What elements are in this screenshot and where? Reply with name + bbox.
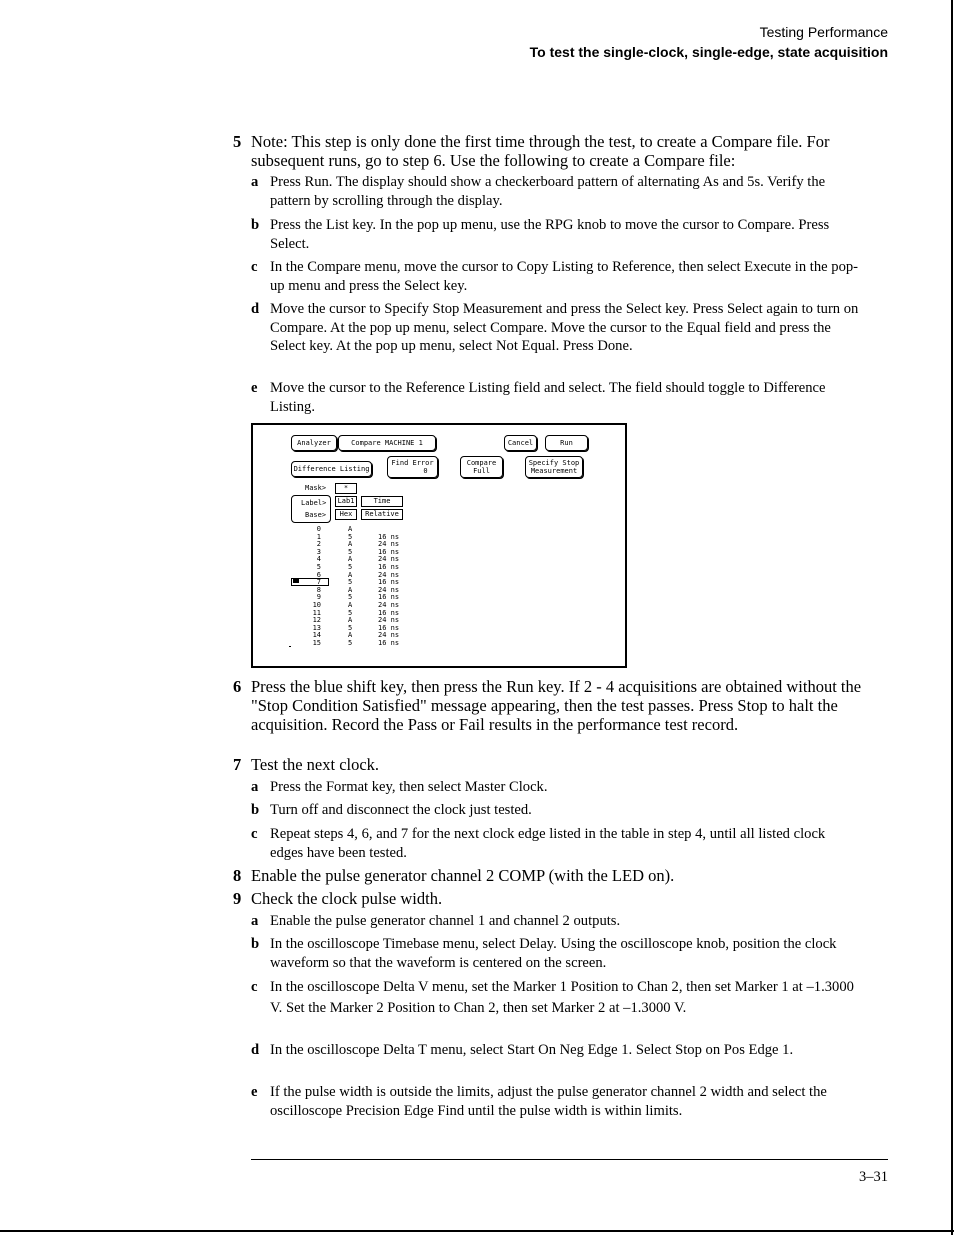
find-error-button[interactable]	[387, 456, 438, 478]
substep-letter: c	[251, 979, 258, 995]
step-text: Check the clock pulse width.	[251, 889, 443, 908]
step-text: Note: This step is only done the first time through the test, to create a Compare file. For subsequent runs, go to step 6. Use the following to create a Compare file:	[251, 132, 830, 170]
find-error-label: Find Error	[391, 459, 434, 467]
compare-full-label-2: Full	[473, 467, 490, 475]
mask-label: Mask>	[305, 484, 327, 492]
substep-letter: c	[251, 259, 258, 275]
page-edge-right	[951, 0, 953, 1235]
substep-letter: e	[251, 1084, 258, 1100]
base-label: Base>	[305, 511, 327, 519]
substep-letter: a	[251, 913, 259, 929]
substep-text: Press the Format key, then select Master Clock.	[270, 779, 548, 795]
substep-letter: b	[251, 802, 260, 818]
page-number: 3–31	[859, 1169, 888, 1185]
substep-letter: b	[251, 217, 260, 233]
substep-letter: b	[251, 936, 260, 952]
mask-field[interactable]: *	[335, 483, 357, 494]
substep-text: Move the cursor to Specify Stop Measurement and press the Select key. Press Select again to turn on Compare. At the pop up menu, select Compare. Move the cursor to the Equal field and press the Select key. At the pop up menu, select Not Equal. Press Done.	[270, 301, 859, 354]
substep-letter: a	[251, 779, 259, 795]
substep-text: Press the List key. In the pop up menu, use the RPG knob to move the cursor to Compare. Press Select.	[270, 217, 830, 252]
footer-rule	[251, 1159, 888, 1160]
screen-dot	[289, 646, 291, 647]
substep-text: Enable the pulse generator channel 1 and channel 2 outputs.	[270, 913, 621, 929]
lab1-value-column: A 5 A 5 A 5 A 5 A 5 A 5 A 5 A 5	[348, 525, 353, 647]
specify-stop-label-2: Measurement	[530, 467, 578, 475]
substep-text: Turn off and disconnect the clock just tested.	[270, 802, 532, 818]
step-number: 8	[233, 866, 242, 885]
difference-listing-button[interactable]: Difference Listing	[291, 461, 372, 477]
substep-letter: a	[251, 174, 259, 190]
analyzer-button[interactable]: Analyzer	[291, 435, 337, 451]
compare-machine-button[interactable]: Compare MACHINE 1	[338, 435, 436, 451]
substep-letter: d	[251, 301, 260, 317]
substep-text: If the pulse width is outside the limits, adjust the pulse generator channel 2 width and select the oscilloscope Precision Edge Find until the pulse width is within limits.	[270, 1084, 827, 1119]
step-number: 9	[233, 889, 242, 908]
find-error-count: 0	[423, 467, 428, 475]
page-edge-bottom	[0, 1230, 954, 1232]
substep-text: In the Compare menu, move the cursor to Copy Listing to Reference, then select Execute in the pop-up menu and press the Select key.	[270, 259, 859, 294]
running-header-subsection: To test the single-clock, single-edge, state acquisition	[529, 44, 888, 60]
compare-full-button[interactable]	[460, 456, 503, 478]
cursor-marker-icon	[293, 579, 299, 583]
lab1-field[interactable]: Lab1	[335, 496, 357, 507]
state-number-column: 0 1 2 3 4 5 6 7 8 9 10 11 12 13 14 15	[312, 525, 321, 647]
substep-letter: c	[251, 826, 258, 842]
step-number: 6	[233, 677, 242, 696]
hex-field[interactable]: Hex	[335, 509, 357, 520]
substep-text: Move the cursor to the Reference Listing field and select. The field should toggle to Difference Listing.	[270, 380, 826, 415]
substep-text: Repeat steps 4, 6, and 7 for the next clock edge listed in the table in step 4, until all listed clock edges have been tested.	[270, 826, 826, 861]
step-text: Enable the pulse generator channel 2 COMP (with the LED on).	[251, 866, 675, 885]
substep-letter: e	[251, 380, 258, 396]
specify-stop-measurement-button[interactable]	[525, 456, 583, 478]
substep-letter: d	[251, 1042, 260, 1058]
running-header-section: Testing Performance	[759, 24, 888, 40]
step-text: Test the next clock.	[251, 755, 380, 774]
substep-text: In the oscilloscope Delta T menu, select Start On Neg Edge 1. Select Stop on Pos Edge 1.	[270, 1042, 794, 1058]
step-text: Press the blue shift key, then press the Run key. If 2 - 4 acquisitions are obtained without the "Stop Condition Satisfied" message appearing, then the test passes. Press Stop to halt the acquisition. Record the Pass or Fail results in the performance test record.	[251, 677, 862, 734]
label-label: Label>	[301, 499, 327, 507]
time-value-column: 16 ns 24 ns 16 ns 24 ns 16 ns 24 ns 16 ns 24 ns 16 ns 24 ns 16 ns 24 ns 16 ns 24 ns 16 ns	[378, 532, 400, 647]
cancel-button[interactable]: Cancel	[504, 435, 537, 451]
substep-text: In the oscilloscope Timebase menu, select Delay. Using the oscilloscope knob, position the clock waveform so that the waveform is centered on the screen.	[270, 936, 837, 971]
step-number: 5	[233, 132, 242, 151]
substep-text: In the oscilloscope Delta V menu, set the Marker 1 Position to Chan 2, then set Marker 1 at –1.3000 V. Set the Marker 2 Position to Chan 2, then set Marker 2 at –1.3000 V.	[270, 979, 854, 1016]
run-button[interactable]: Run	[545, 435, 588, 451]
step-number: 7	[233, 755, 242, 774]
time-field[interactable]: Time	[361, 496, 403, 507]
compare-full-label-1: Compare	[466, 459, 497, 467]
specify-stop-label-1: Specify Stop	[528, 459, 580, 467]
substep-text: Press Run. The display should show a checkerboard pattern of alternating As and 5s. Verify the pattern by scrolling through the display.	[270, 174, 826, 209]
analyzer-screen-figure	[251, 423, 627, 668]
relative-field[interactable]: Relative	[361, 509, 403, 520]
